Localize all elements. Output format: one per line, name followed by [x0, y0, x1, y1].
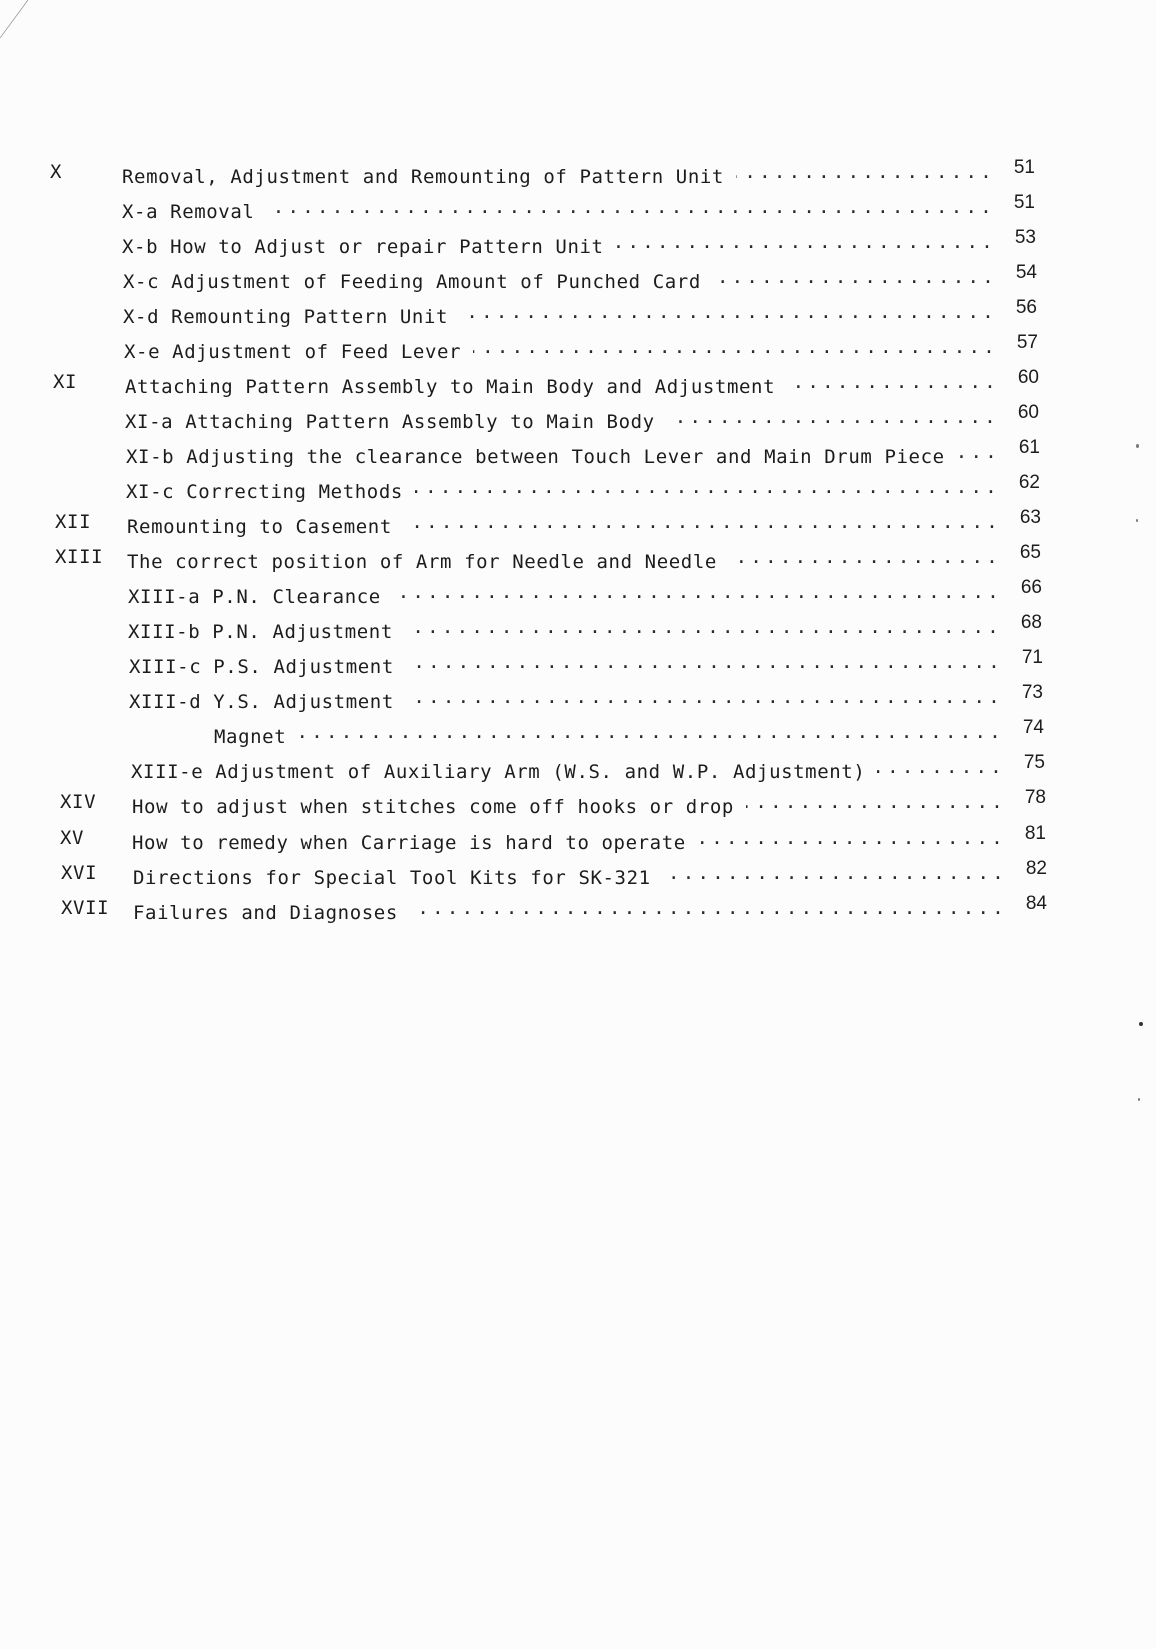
toc-page-number: 51: [1013, 157, 1035, 178]
toc-page-number: 71: [1021, 647, 1043, 668]
toc-dot-leader: [667, 406, 999, 428]
toc-entry: [50, 157, 1035, 189]
toc-entry: [56, 612, 1042, 644]
toc-entry-title: X-c Adjustment of Feeding Amount of Punched Card: [123, 271, 701, 293]
toc-page-number: 65: [1019, 542, 1041, 563]
scan-speck: [1139, 1022, 1143, 1026]
toc-page-number: 57: [1016, 332, 1038, 353]
toc-entry: [57, 647, 1043, 679]
toc-dot-leader: [298, 721, 1004, 743]
toc-page-number: 60: [1017, 367, 1039, 388]
toc-entry: [58, 717, 1044, 749]
toc-dot-leader: [729, 546, 1001, 568]
toc-entry: [61, 858, 1047, 890]
toc-section-number: XIII: [55, 546, 104, 568]
toc-entry-title: XIII-a P.N. Clearance: [128, 586, 381, 608]
toc-entry: [51, 262, 1037, 294]
toc-page-number: 63: [1019, 507, 1041, 528]
toc-section-number: XIV: [60, 791, 97, 813]
toc-entry-title: XIII-e Adjustment of Auxiliary Arm (W.S. and W.P. Adjustment): [131, 761, 866, 783]
toc-entry-title: Attaching Pattern Assembly to Main Body and Adjustment: [125, 376, 776, 398]
toc-page-number: 66: [1020, 577, 1042, 598]
toc-dot-leader: [415, 476, 1000, 498]
toc-dot-leader: [473, 336, 998, 358]
toc-entry-title: How to adjust when stitches come off hooks or drop: [132, 796, 734, 818]
toc-page-number: 56: [1015, 297, 1037, 318]
toc-entry: [53, 367, 1039, 399]
toc-section-number: XVI: [61, 862, 98, 884]
toc-page-number: 75: [1023, 752, 1045, 773]
toc-entry: [60, 823, 1046, 855]
toc-entry-title: The correct position of Arm for Needle and Needle: [127, 551, 717, 573]
toc-entry-title: XIII-b P.N. Adjustment: [128, 621, 393, 643]
toc-dot-leader: [713, 266, 997, 288]
toc-entry: [60, 787, 1046, 819]
toc-page-number: 68: [1020, 612, 1042, 633]
toc-dot-leader: [957, 441, 1000, 463]
toc-page-number: 54: [1015, 262, 1037, 283]
toc-page-number: 60: [1017, 402, 1039, 423]
toc-entry: [61, 893, 1047, 925]
toc-page-number: 51: [1013, 192, 1035, 213]
toc-dot-leader: [663, 862, 1007, 884]
toc-page-number: 73: [1021, 682, 1043, 703]
toc-page-number: 61: [1018, 437, 1040, 458]
toc-entry: [57, 682, 1043, 714]
toc-entry-title: Remounting to Casement: [127, 516, 392, 538]
toc-entry: [55, 542, 1041, 574]
toc-page-number: 78: [1024, 787, 1046, 808]
toc-dot-leader: [393, 581, 1002, 603]
toc-entry: [50, 192, 1035, 224]
toc-entry: [52, 332, 1038, 364]
toc-entry-title: X-d Remounting Pattern Unit: [123, 306, 449, 328]
toc-entry-title: XI-a Attaching Pattern Assembly to Main Body: [125, 411, 655, 433]
toc-page-number: 53: [1014, 227, 1036, 248]
toc-entry-title: X-a Removal: [122, 201, 255, 223]
toc-page-number: 84: [1025, 893, 1047, 914]
toc-dot-leader: [877, 756, 1005, 778]
toc-entry-title: X-b How to Adjust or repair Pattern Unit: [122, 236, 604, 258]
toc-page-number: 81: [1024, 823, 1046, 844]
toc-entry: [53, 402, 1039, 434]
toc-dot-leader: [406, 686, 1003, 708]
scan-speck: [1136, 519, 1138, 522]
toc-entry: [56, 577, 1042, 609]
scan-speck: [1138, 1098, 1140, 1101]
toc-dot-leader: [410, 897, 1007, 919]
toc-entry: [51, 297, 1037, 329]
toc-section-number: XVII: [61, 897, 110, 919]
toc-entry-title: How to remedy when Carriage is hard to operate: [132, 832, 686, 854]
toc-entry-title: Magnet: [214, 726, 287, 748]
toc-section-number: XI: [53, 371, 78, 393]
toc-entry-title: XIII-d Y.S. Adjustment: [129, 691, 394, 713]
toc-entry-title: X-e Adjustment of Feed Lever: [124, 341, 462, 363]
toc-dot-leader: [404, 511, 1001, 533]
toc-page-number: 82: [1025, 858, 1047, 879]
toc-entry-title: XIII-c P.S. Adjustment: [129, 656, 394, 678]
toc-entry: [55, 507, 1041, 539]
toc-entry: [54, 437, 1040, 469]
toc-dot-leader: [787, 371, 999, 393]
toc-dot-leader: [616, 231, 996, 253]
toc-entry: [59, 752, 1045, 784]
toc-dot-leader: [736, 161, 995, 183]
toc-dot-leader: [746, 791, 1006, 813]
toc-entry-title: XI-c Correcting Methods: [126, 481, 403, 503]
toc-entry-title: Removal, Adjustment and Remounting of Pattern Unit: [122, 166, 724, 188]
toc-page-number: 74: [1022, 717, 1044, 738]
toc-dot-leader: [460, 301, 997, 323]
toc-section-number: X: [50, 161, 63, 183]
toc-entry: [54, 472, 1040, 504]
toc-entry-title: XI-b Adjusting the clearance between Touch Lever and Main Drum Piece: [126, 446, 945, 468]
toc-entry-title: Directions for Special Tool Kits for SK-321: [133, 867, 651, 889]
toc-entry-title: Failures and Diagnoses: [133, 902, 398, 924]
toc-dot-leader: [698, 827, 1006, 849]
toc-dot-leader: [266, 196, 995, 218]
toc-dot-leader: [406, 651, 1003, 673]
toc-section-number: XV: [60, 827, 85, 849]
toc-entry: [50, 227, 1036, 259]
toc-dot-leader: [405, 616, 1002, 638]
toc-page-number: 62: [1018, 472, 1040, 493]
toc-section-number: XII: [55, 511, 92, 533]
scan-speck: [1136, 444, 1139, 448]
